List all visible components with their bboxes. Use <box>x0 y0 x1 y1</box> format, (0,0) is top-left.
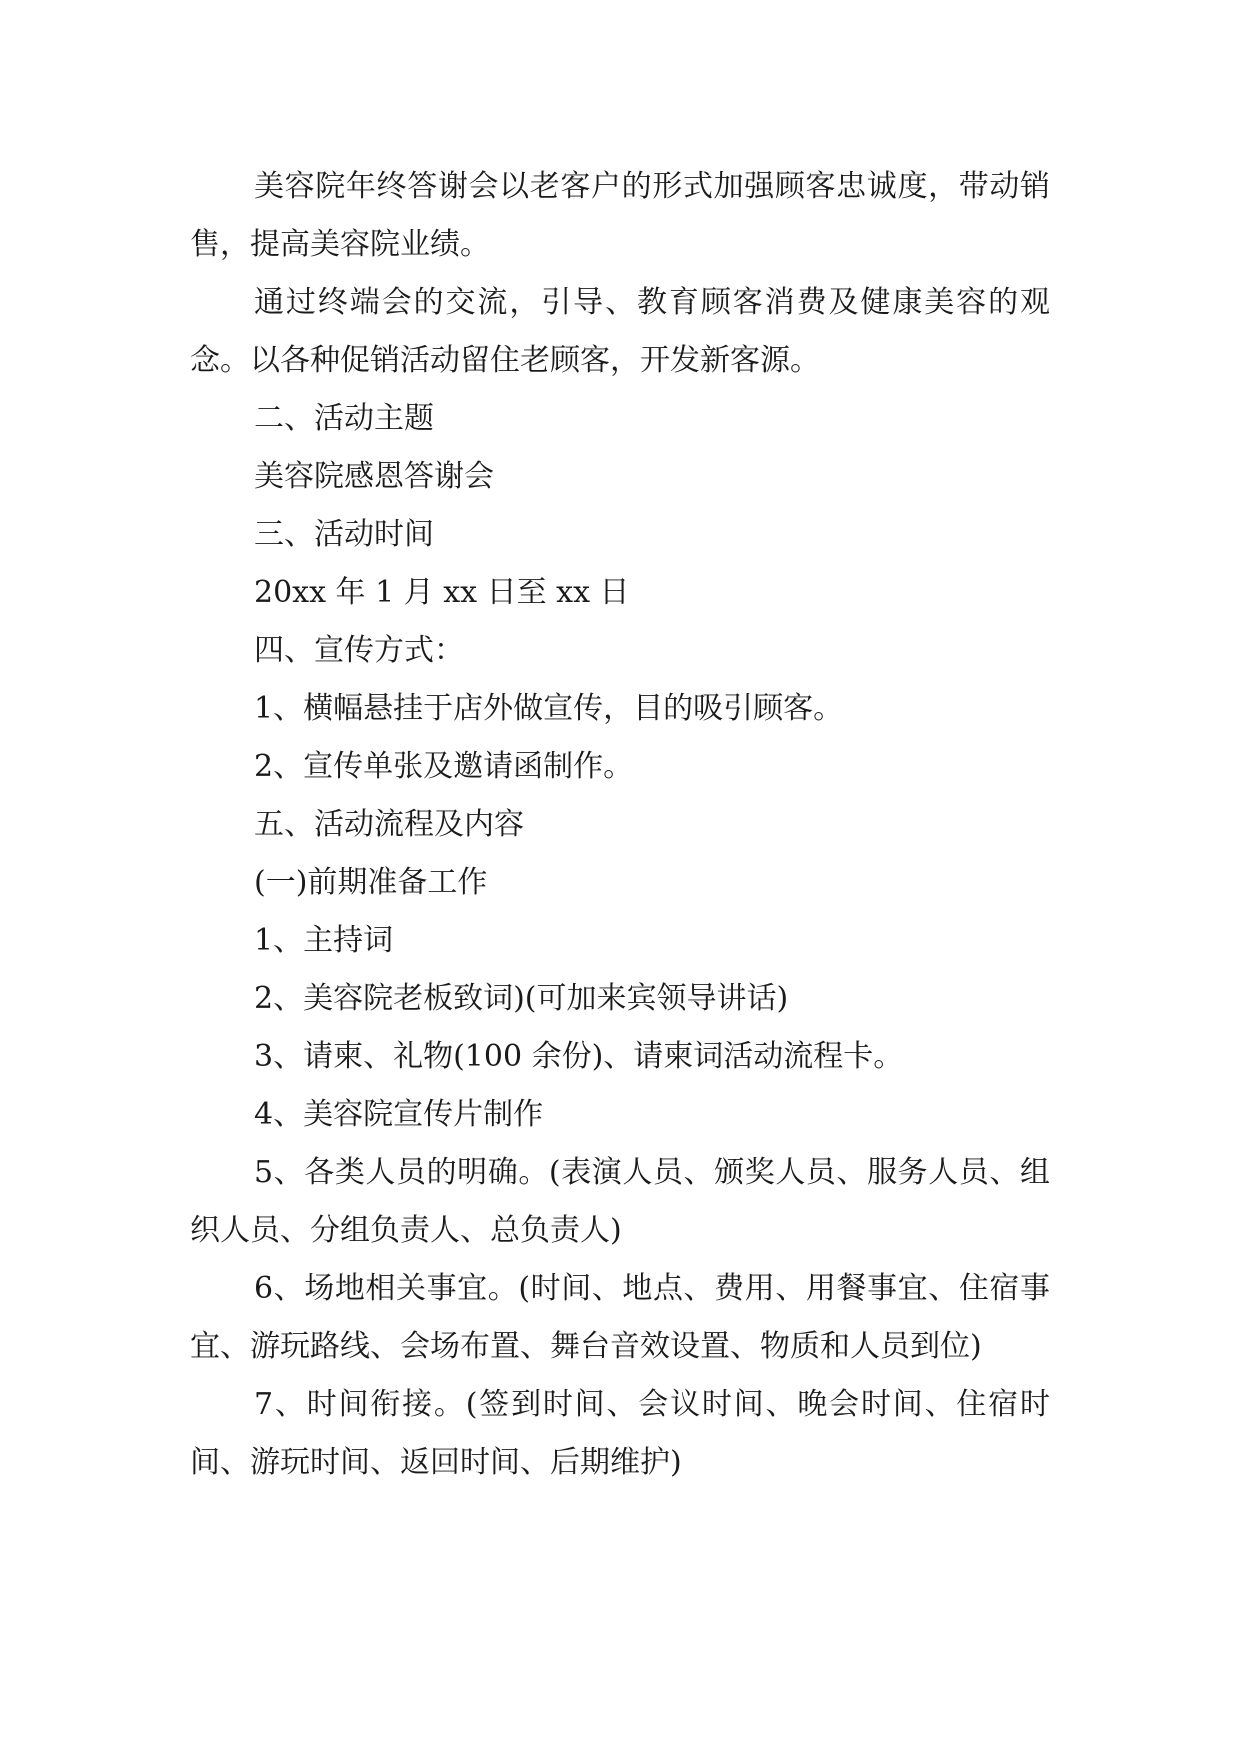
list-item-prep-4: 4、美容院宣传片制作 <box>254 1097 544 1132</box>
list-item-prep-7: 7、时间衔接。(签到时间、会议时间、晚会时间、住宿时间、游玩时间、返回时间、后期维护) <box>190 1387 1050 1480</box>
subsection-heading-preparation: (一)前期准备工作 <box>254 865 488 900</box>
section-heading-process: 五、活动流程及内容 <box>254 807 524 842</box>
paragraph-intro-2: 通过终端会的交流，引导、教育顾客消费及健康美容的观念。以各种促销活动留住老顾客，开发新客源。 <box>190 285 1050 378</box>
list-item-prep-3: 3、请柬、礼物(100 余份)、请柬词活动流程卡。 <box>254 1039 904 1074</box>
section-heading-promotion: 四、宣传方式： <box>254 633 464 668</box>
list-item-prep-5: 5、各类人员的明确。(表演人员、颁奖人员、服务人员、组织人员、分组负责人、总负责人) <box>190 1155 1050 1248</box>
section-heading-time: 三、活动时间 <box>254 517 434 552</box>
list-item-prep-6: 6、场地相关事宜。(时间、地点、费用、用餐事宜、住宿事宜、游玩路线、会场布置、舞台音效设置、物质和人员到位) <box>190 1271 1050 1364</box>
list-item-prep-1: 1、主持词 <box>254 923 394 958</box>
paragraph-time: 20xx 年 1 月 xx 日至 xx 日 <box>254 575 630 610</box>
list-item-prep-2: 2、美容院老板致词)(可加来宾领导讲话) <box>254 981 789 1016</box>
section-heading-theme: 二、活动主题 <box>254 401 434 436</box>
list-item-promotion-1: 1、横幅悬挂于店外做宣传，目的吸引顾客。 <box>254 691 844 726</box>
paragraph-theme: 美容院感恩答谢会 <box>254 459 494 494</box>
paragraph-intro-1: 美容院年终答谢会以老客户的形式加强顾客忠诚度，带动销售，提高美容院业绩。 <box>190 169 1050 262</box>
list-item-promotion-2: 2、宣传单张及邀请函制作。 <box>254 749 634 784</box>
document-page <box>190 158 1050 1492</box>
